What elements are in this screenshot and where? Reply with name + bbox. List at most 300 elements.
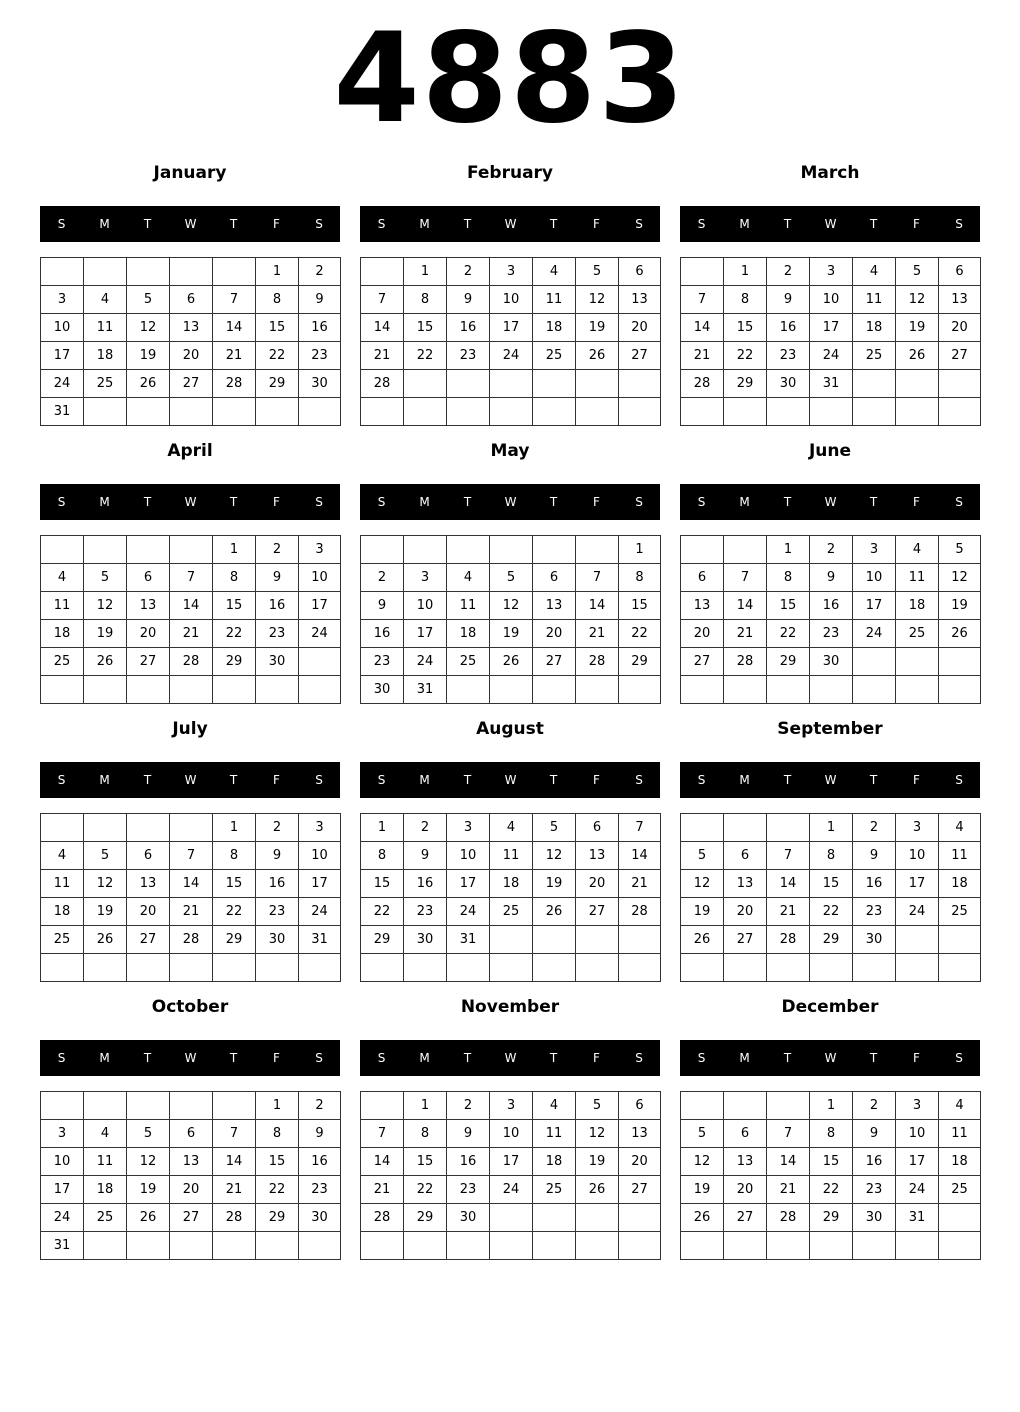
weekday-label: F bbox=[273, 1051, 280, 1065]
week-row bbox=[41, 1092, 341, 1120]
week-row bbox=[41, 926, 341, 954]
day-cell: 10 bbox=[447, 842, 490, 870]
day-cell: 26 bbox=[576, 1176, 619, 1204]
day-cell: 3 bbox=[490, 258, 533, 286]
empty-day-cell bbox=[256, 398, 299, 426]
weekday-label: M bbox=[739, 773, 750, 787]
day-grid bbox=[40, 1091, 341, 1260]
day-cell: 22 bbox=[256, 1176, 299, 1204]
weekday-header bbox=[40, 206, 340, 242]
empty-day-cell bbox=[41, 676, 84, 704]
weekday-label: T bbox=[549, 217, 558, 231]
day-cell: 30 bbox=[361, 676, 404, 704]
day-cell: 19 bbox=[576, 1148, 619, 1176]
empty-day-cell bbox=[896, 676, 939, 704]
empty-day-cell bbox=[576, 370, 619, 398]
day-cell: 20 bbox=[619, 1148, 661, 1176]
day-cell: 20 bbox=[619, 314, 661, 342]
week-row bbox=[41, 1232, 341, 1260]
weekday-label: S bbox=[955, 217, 963, 231]
empty-day-cell bbox=[619, 370, 661, 398]
day-cell: 15 bbox=[213, 592, 256, 620]
day-cell: 27 bbox=[681, 648, 724, 676]
weekday-label: T bbox=[783, 1051, 792, 1065]
weekday-label: S bbox=[697, 1051, 706, 1065]
day-cell: 14 bbox=[724, 592, 767, 620]
day-cell: 15 bbox=[256, 314, 299, 342]
empty-day-cell bbox=[767, 1092, 810, 1120]
day-cell: 5 bbox=[681, 842, 724, 870]
day-cell: 12 bbox=[939, 564, 981, 592]
week-row bbox=[41, 286, 341, 314]
day-cell: 28 bbox=[767, 926, 810, 954]
day-cell: 19 bbox=[490, 620, 533, 648]
week-row bbox=[41, 1120, 341, 1148]
empty-day-cell bbox=[939, 370, 981, 398]
day-cell: 21 bbox=[576, 620, 619, 648]
empty-day-cell bbox=[681, 954, 724, 982]
day-cell: 1 bbox=[404, 258, 447, 286]
day-cell: 22 bbox=[404, 1176, 447, 1204]
weekday-label: T bbox=[783, 217, 792, 231]
day-cell: 28 bbox=[724, 648, 767, 676]
day-cell: 13 bbox=[127, 592, 170, 620]
day-cell: 16 bbox=[256, 592, 299, 620]
day-cell: 24 bbox=[490, 1176, 533, 1204]
week-row bbox=[41, 536, 341, 564]
empty-day-cell bbox=[41, 536, 84, 564]
day-cell: 17 bbox=[41, 1176, 84, 1204]
week-row bbox=[681, 258, 981, 286]
day-cell: 20 bbox=[724, 898, 767, 926]
day-cell: 1 bbox=[256, 1092, 299, 1120]
day-cell: 10 bbox=[41, 1148, 84, 1176]
day-cell: 5 bbox=[490, 564, 533, 592]
day-cell: 10 bbox=[490, 286, 533, 314]
day-cell: 14 bbox=[170, 870, 213, 898]
day-cell: 12 bbox=[84, 592, 127, 620]
day-cell: 28 bbox=[213, 370, 256, 398]
month-name: June bbox=[808, 441, 852, 461]
weekday-label: S bbox=[635, 217, 643, 231]
empty-day-cell bbox=[299, 1232, 341, 1260]
day-cell: 1 bbox=[810, 814, 853, 842]
empty-day-cell bbox=[84, 1092, 127, 1120]
day-cell: 25 bbox=[853, 342, 896, 370]
day-cell: 19 bbox=[127, 342, 170, 370]
day-cell: 21 bbox=[170, 620, 213, 648]
day-cell: 13 bbox=[724, 870, 767, 898]
weekday-header bbox=[680, 1040, 980, 1076]
day-cell: 25 bbox=[533, 1176, 576, 1204]
month-name: December bbox=[781, 997, 879, 1017]
day-cell: 3 bbox=[896, 814, 939, 842]
day-cell: 27 bbox=[724, 926, 767, 954]
day-cell: 22 bbox=[810, 1176, 853, 1204]
day-cell: 19 bbox=[939, 592, 981, 620]
day-cell: 5 bbox=[127, 1120, 170, 1148]
empty-day-cell bbox=[256, 954, 299, 982]
day-cell: 17 bbox=[447, 870, 490, 898]
day-cell: 28 bbox=[213, 1204, 256, 1232]
empty-day-cell bbox=[404, 1232, 447, 1260]
day-cell: 5 bbox=[84, 564, 127, 592]
month-name: October bbox=[151, 997, 229, 1017]
weekday-label: T bbox=[463, 1051, 472, 1065]
day-cell: 25 bbox=[533, 342, 576, 370]
day-cell: 22 bbox=[256, 342, 299, 370]
day-cell: 14 bbox=[361, 314, 404, 342]
day-cell: 24 bbox=[447, 898, 490, 926]
day-cell: 20 bbox=[170, 342, 213, 370]
day-cell: 15 bbox=[810, 870, 853, 898]
empty-day-cell bbox=[127, 258, 170, 286]
day-cell: 4 bbox=[41, 564, 84, 592]
week-row bbox=[361, 398, 661, 426]
day-cell: 22 bbox=[724, 342, 767, 370]
week-row bbox=[361, 286, 661, 314]
day-cell: 26 bbox=[127, 1204, 170, 1232]
week-row bbox=[41, 370, 341, 398]
weekday-header bbox=[360, 1040, 660, 1076]
weekday-label: M bbox=[99, 217, 110, 231]
day-cell: 2 bbox=[404, 814, 447, 842]
weekday-label: T bbox=[549, 1051, 558, 1065]
day-cell: 27 bbox=[619, 1176, 661, 1204]
empty-day-cell bbox=[576, 1204, 619, 1232]
weekday-label: T bbox=[143, 1051, 152, 1065]
day-cell: 20 bbox=[576, 870, 619, 898]
empty-day-cell bbox=[299, 954, 341, 982]
day-grid bbox=[680, 535, 981, 704]
day-cell: 4 bbox=[533, 1092, 576, 1120]
week-row bbox=[681, 898, 981, 926]
day-cell: 13 bbox=[576, 842, 619, 870]
day-cell: 23 bbox=[404, 898, 447, 926]
weekday-label: T bbox=[229, 495, 238, 509]
day-cell: 5 bbox=[896, 258, 939, 286]
day-cell: 13 bbox=[170, 314, 213, 342]
day-cell: 6 bbox=[724, 1120, 767, 1148]
weekday-label: T bbox=[869, 217, 878, 231]
day-cell: 30 bbox=[853, 1204, 896, 1232]
day-cell: 28 bbox=[361, 370, 404, 398]
weekday-header bbox=[360, 762, 660, 798]
week-row bbox=[41, 398, 341, 426]
weekday-label: S bbox=[635, 495, 643, 509]
day-cell: 2 bbox=[853, 1092, 896, 1120]
empty-day-cell bbox=[767, 676, 810, 704]
day-cell: 22 bbox=[767, 620, 810, 648]
weekday-label: F bbox=[913, 1051, 920, 1065]
empty-day-cell bbox=[619, 954, 661, 982]
day-cell: 31 bbox=[896, 1204, 939, 1232]
weekday-label: S bbox=[315, 773, 323, 787]
week-row bbox=[361, 258, 661, 286]
weekday-label: M bbox=[419, 773, 430, 787]
day-cell: 28 bbox=[170, 648, 213, 676]
day-cell: 22 bbox=[213, 620, 256, 648]
weekday-label: T bbox=[549, 773, 558, 787]
day-cell: 20 bbox=[724, 1176, 767, 1204]
empty-day-cell bbox=[533, 1204, 576, 1232]
day-cell: 3 bbox=[299, 814, 341, 842]
empty-day-cell bbox=[939, 926, 981, 954]
day-cell: 11 bbox=[490, 842, 533, 870]
empty-day-cell bbox=[41, 954, 84, 982]
day-cell: 14 bbox=[767, 870, 810, 898]
day-cell: 1 bbox=[213, 814, 256, 842]
day-cell: 22 bbox=[810, 898, 853, 926]
empty-day-cell bbox=[404, 398, 447, 426]
day-grid bbox=[360, 257, 661, 426]
day-cell: 2 bbox=[256, 814, 299, 842]
day-cell: 17 bbox=[490, 1148, 533, 1176]
day-cell: 5 bbox=[533, 814, 576, 842]
day-grid bbox=[40, 535, 341, 704]
empty-day-cell bbox=[576, 676, 619, 704]
week-row bbox=[361, 954, 661, 982]
day-cell: 20 bbox=[170, 1176, 213, 1204]
weekday-label: W bbox=[824, 773, 837, 787]
week-row bbox=[361, 842, 661, 870]
empty-day-cell bbox=[490, 398, 533, 426]
day-cell: 14 bbox=[619, 842, 661, 870]
weekday-label: F bbox=[273, 217, 280, 231]
empty-day-cell bbox=[939, 676, 981, 704]
empty-day-cell bbox=[533, 398, 576, 426]
day-cell: 29 bbox=[256, 1204, 299, 1232]
week-row bbox=[681, 1148, 981, 1176]
day-cell: 26 bbox=[681, 926, 724, 954]
day-cell: 3 bbox=[41, 1120, 84, 1148]
day-cell: 18 bbox=[84, 342, 127, 370]
day-cell: 1 bbox=[619, 536, 661, 564]
day-cell: 13 bbox=[533, 592, 576, 620]
day-cell: 25 bbox=[447, 648, 490, 676]
day-cell: 14 bbox=[213, 314, 256, 342]
day-cell: 26 bbox=[84, 926, 127, 954]
empty-day-cell bbox=[256, 676, 299, 704]
day-cell: 11 bbox=[41, 870, 84, 898]
day-cell: 16 bbox=[447, 1148, 490, 1176]
day-cell: 4 bbox=[490, 814, 533, 842]
day-cell: 4 bbox=[41, 842, 84, 870]
month-name: September bbox=[777, 719, 883, 739]
day-cell: 10 bbox=[853, 564, 896, 592]
empty-day-cell bbox=[170, 954, 213, 982]
day-cell: 21 bbox=[213, 342, 256, 370]
weekday-label: S bbox=[635, 1051, 643, 1065]
day-cell: 7 bbox=[724, 564, 767, 592]
weekday-label: T bbox=[783, 773, 792, 787]
day-cell: 1 bbox=[767, 536, 810, 564]
day-cell: 5 bbox=[127, 286, 170, 314]
day-cell: 29 bbox=[810, 926, 853, 954]
day-cell: 24 bbox=[853, 620, 896, 648]
week-row bbox=[361, 592, 661, 620]
day-cell: 7 bbox=[213, 1120, 256, 1148]
day-cell: 17 bbox=[810, 314, 853, 342]
day-cell: 14 bbox=[767, 1148, 810, 1176]
day-cell: 16 bbox=[853, 1148, 896, 1176]
empty-day-cell bbox=[533, 676, 576, 704]
day-cell: 27 bbox=[576, 898, 619, 926]
weekday-label: S bbox=[955, 773, 963, 787]
day-cell: 3 bbox=[41, 286, 84, 314]
day-cell: 27 bbox=[127, 926, 170, 954]
day-cell: 25 bbox=[896, 620, 939, 648]
weekday-label: T bbox=[229, 773, 238, 787]
empty-day-cell bbox=[939, 1204, 981, 1232]
day-cell: 6 bbox=[619, 1092, 661, 1120]
empty-day-cell bbox=[576, 398, 619, 426]
day-cell: 18 bbox=[41, 898, 84, 926]
week-row bbox=[681, 286, 981, 314]
empty-day-cell bbox=[810, 676, 853, 704]
day-cell: 23 bbox=[767, 342, 810, 370]
day-cell: 17 bbox=[299, 870, 341, 898]
day-cell: 24 bbox=[41, 370, 84, 398]
week-row bbox=[681, 926, 981, 954]
day-cell: 6 bbox=[576, 814, 619, 842]
empty-day-cell bbox=[84, 1232, 127, 1260]
weekday-header bbox=[40, 762, 340, 798]
day-cell: 25 bbox=[490, 898, 533, 926]
day-cell: 17 bbox=[490, 314, 533, 342]
day-cell: 27 bbox=[170, 1204, 213, 1232]
day-cell: 24 bbox=[299, 620, 341, 648]
week-row bbox=[681, 648, 981, 676]
empty-day-cell bbox=[299, 676, 341, 704]
day-cell: 8 bbox=[213, 564, 256, 592]
empty-day-cell bbox=[896, 1232, 939, 1260]
day-cell: 2 bbox=[299, 258, 341, 286]
day-cell: 12 bbox=[84, 870, 127, 898]
day-cell: 10 bbox=[41, 314, 84, 342]
day-cell: 28 bbox=[681, 370, 724, 398]
day-grid bbox=[360, 813, 661, 982]
day-cell: 4 bbox=[896, 536, 939, 564]
empty-day-cell bbox=[853, 398, 896, 426]
week-row bbox=[41, 870, 341, 898]
day-cell: 29 bbox=[404, 1204, 447, 1232]
day-cell: 6 bbox=[127, 842, 170, 870]
day-cell: 8 bbox=[767, 564, 810, 592]
empty-day-cell bbox=[896, 398, 939, 426]
day-cell: 20 bbox=[681, 620, 724, 648]
weekday-label: W bbox=[824, 217, 837, 231]
week-row bbox=[361, 926, 661, 954]
weekday-label: S bbox=[377, 217, 386, 231]
empty-day-cell bbox=[404, 370, 447, 398]
day-cell: 27 bbox=[939, 342, 981, 370]
day-cell: 7 bbox=[767, 1120, 810, 1148]
weekday-header bbox=[680, 484, 980, 520]
day-cell: 13 bbox=[939, 286, 981, 314]
weekday-label: S bbox=[697, 773, 706, 787]
weekday-label: F bbox=[593, 217, 600, 231]
day-cell: 26 bbox=[84, 648, 127, 676]
weekday-label: S bbox=[57, 773, 66, 787]
day-cell: 11 bbox=[533, 286, 576, 314]
empty-day-cell bbox=[490, 1204, 533, 1232]
weekday-label: T bbox=[549, 495, 558, 509]
weekday-label: M bbox=[419, 1051, 430, 1065]
day-cell: 18 bbox=[939, 870, 981, 898]
day-cell: 16 bbox=[767, 314, 810, 342]
day-cell: 29 bbox=[810, 1204, 853, 1232]
week-row bbox=[681, 592, 981, 620]
weekday-label: M bbox=[419, 217, 430, 231]
month-name: January bbox=[153, 163, 227, 183]
day-cell: 28 bbox=[361, 1204, 404, 1232]
empty-day-cell bbox=[767, 954, 810, 982]
weekday-label: T bbox=[463, 217, 472, 231]
day-cell: 31 bbox=[41, 398, 84, 426]
day-cell: 11 bbox=[939, 1120, 981, 1148]
empty-day-cell bbox=[256, 1232, 299, 1260]
day-cell: 24 bbox=[299, 898, 341, 926]
day-cell: 26 bbox=[127, 370, 170, 398]
day-cell: 3 bbox=[490, 1092, 533, 1120]
empty-day-cell bbox=[533, 370, 576, 398]
day-cell: 8 bbox=[213, 842, 256, 870]
week-row bbox=[681, 676, 981, 704]
day-grid bbox=[680, 813, 981, 982]
empty-day-cell bbox=[490, 536, 533, 564]
day-cell: 9 bbox=[810, 564, 853, 592]
day-cell: 3 bbox=[810, 258, 853, 286]
empty-day-cell bbox=[170, 1092, 213, 1120]
empty-day-cell bbox=[939, 648, 981, 676]
day-cell: 18 bbox=[533, 1148, 576, 1176]
day-cell: 18 bbox=[84, 1176, 127, 1204]
day-cell: 21 bbox=[361, 342, 404, 370]
day-cell: 18 bbox=[533, 314, 576, 342]
empty-day-cell bbox=[299, 648, 341, 676]
day-cell: 9 bbox=[299, 286, 341, 314]
weekday-label: W bbox=[184, 1051, 197, 1065]
day-cell: 31 bbox=[404, 676, 447, 704]
weekday-label: S bbox=[315, 495, 323, 509]
empty-day-cell bbox=[681, 1092, 724, 1120]
day-cell: 7 bbox=[681, 286, 724, 314]
empty-day-cell bbox=[576, 536, 619, 564]
empty-day-cell bbox=[853, 370, 896, 398]
day-cell: 23 bbox=[810, 620, 853, 648]
empty-day-cell bbox=[361, 1232, 404, 1260]
day-cell: 23 bbox=[299, 342, 341, 370]
empty-day-cell bbox=[490, 370, 533, 398]
day-cell: 10 bbox=[810, 286, 853, 314]
day-cell: 18 bbox=[853, 314, 896, 342]
weekday-label: S bbox=[377, 1051, 386, 1065]
empty-day-cell bbox=[361, 398, 404, 426]
weekday-label: M bbox=[419, 495, 430, 509]
day-cell: 5 bbox=[576, 258, 619, 286]
weekday-header bbox=[360, 484, 660, 520]
day-cell: 13 bbox=[724, 1148, 767, 1176]
day-cell: 27 bbox=[170, 370, 213, 398]
day-cell: 7 bbox=[619, 814, 661, 842]
empty-day-cell bbox=[853, 676, 896, 704]
day-cell: 15 bbox=[213, 870, 256, 898]
day-cell: 26 bbox=[939, 620, 981, 648]
weekday-label: T bbox=[869, 495, 878, 509]
empty-day-cell bbox=[447, 1232, 490, 1260]
week-row bbox=[41, 676, 341, 704]
